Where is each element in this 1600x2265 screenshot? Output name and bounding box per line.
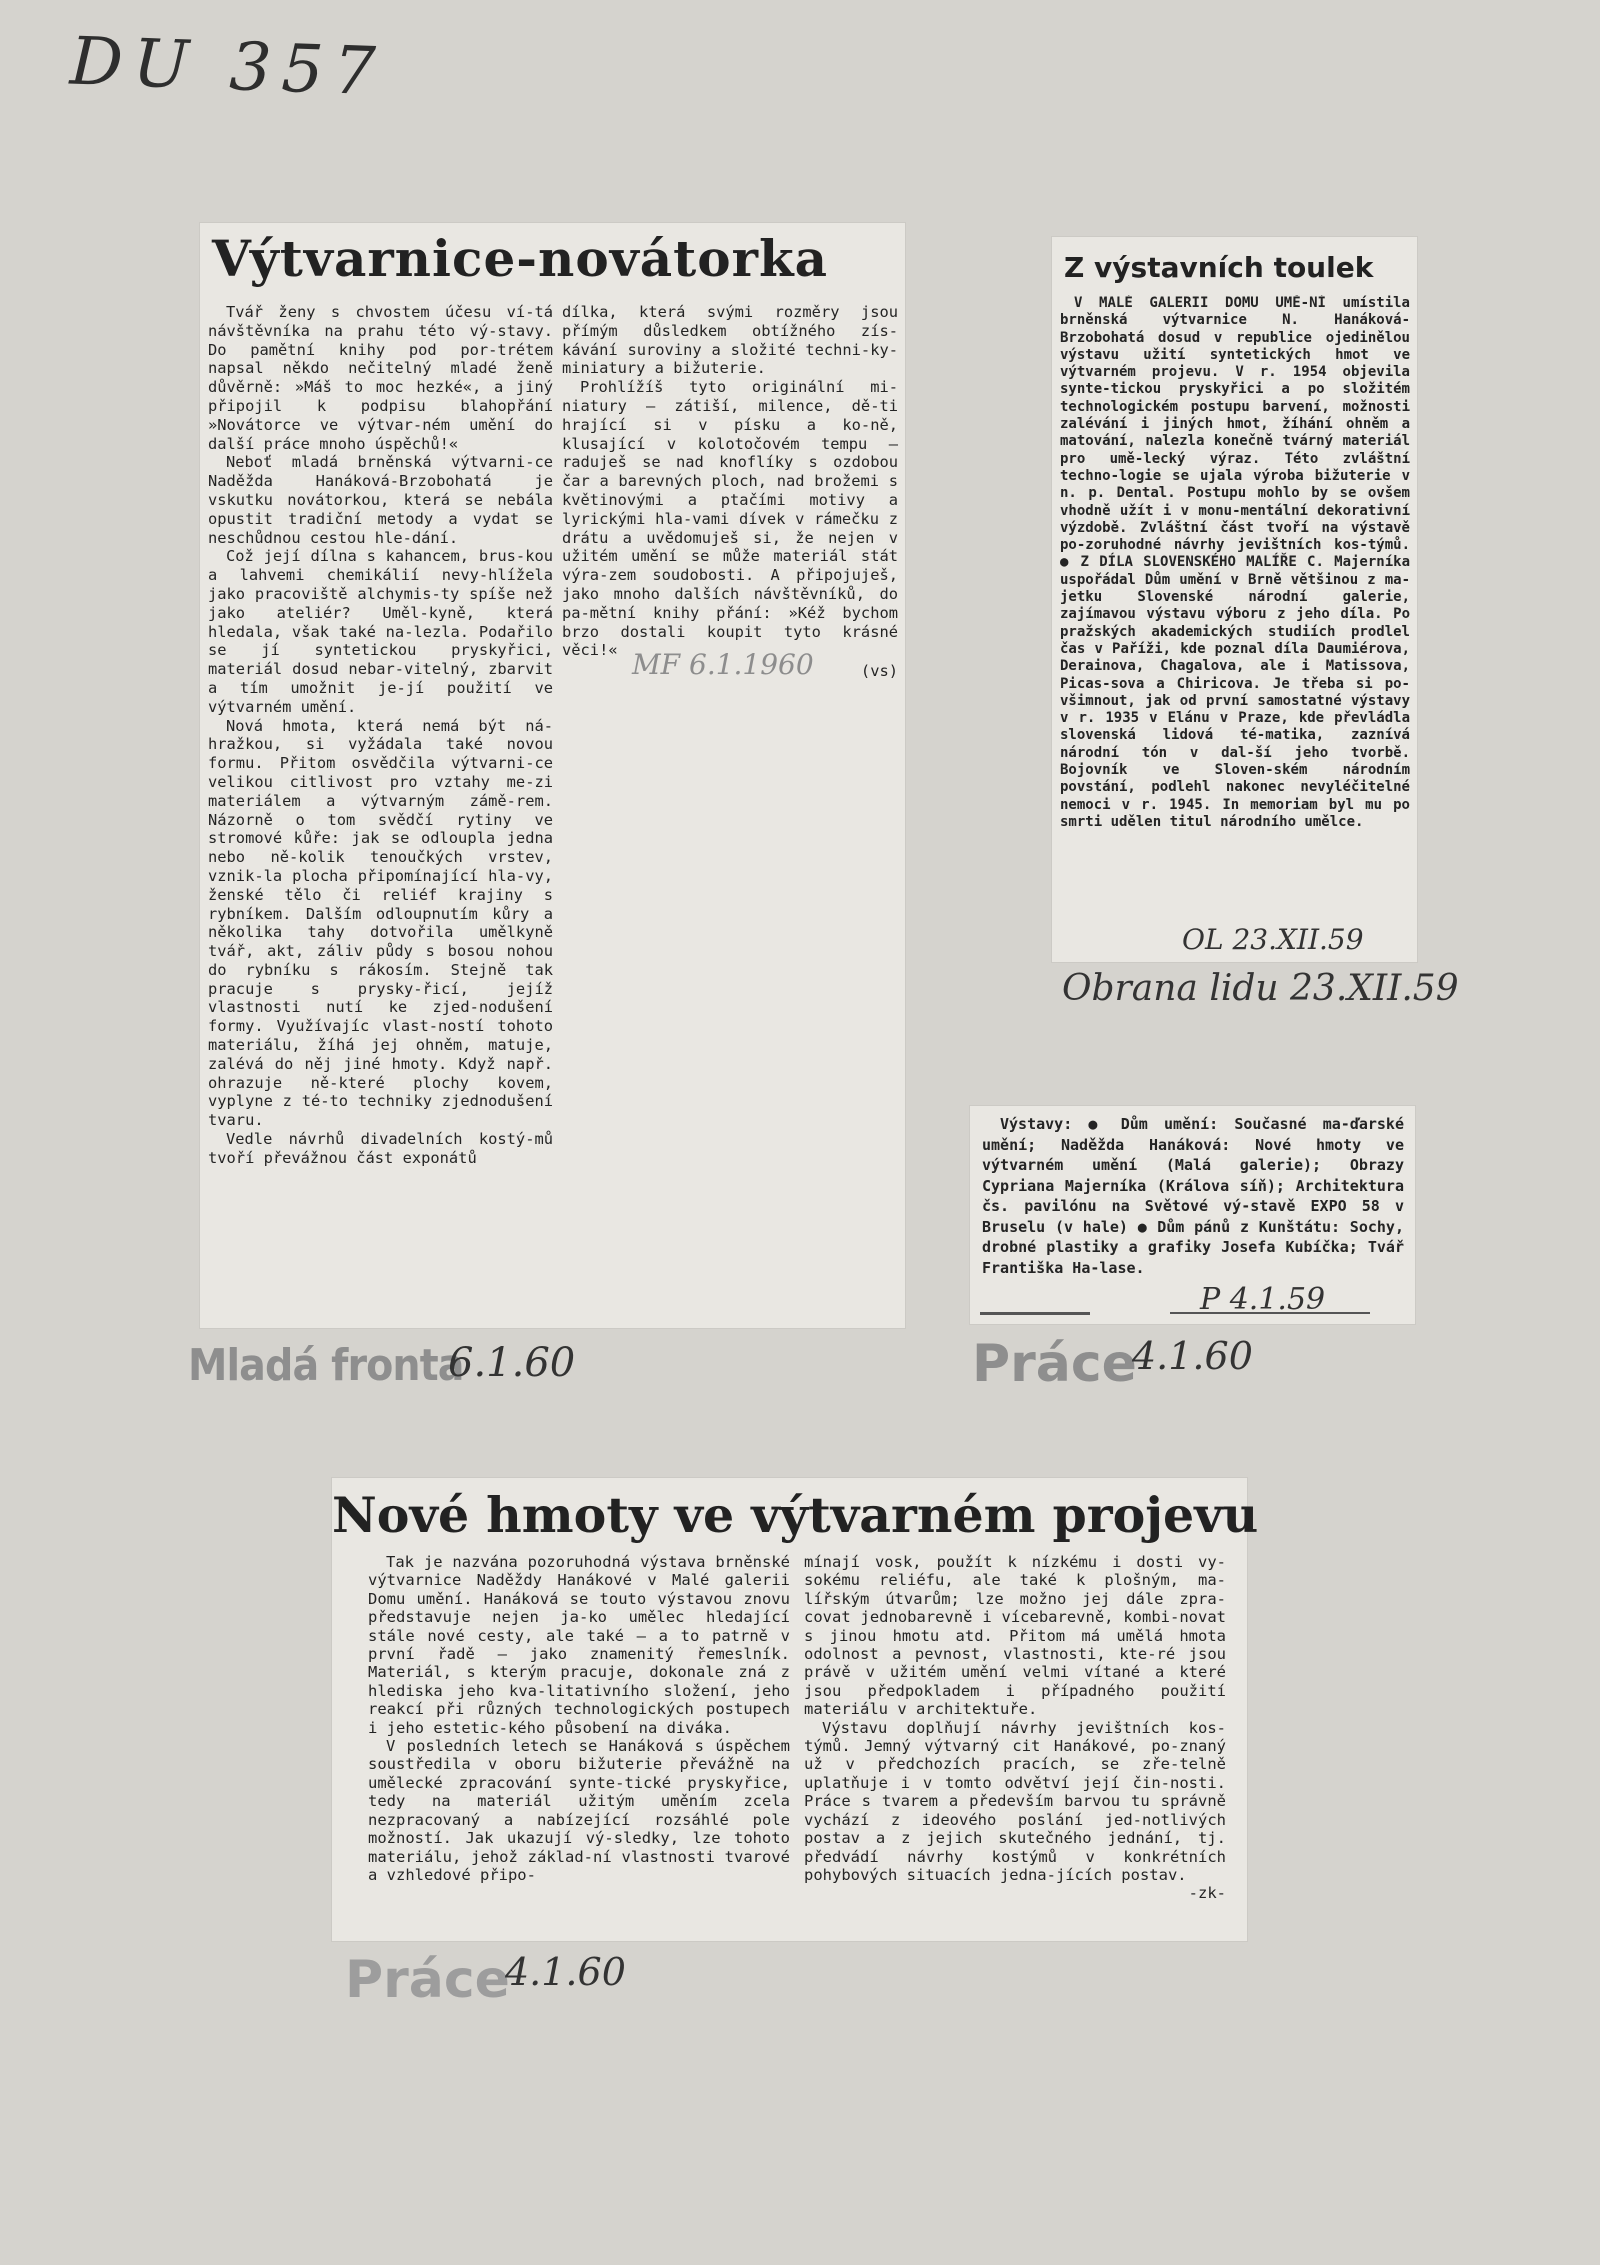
paragraph: Prohlížíš tyto originální mi-niatury — zátiší, milence, dě-ti hrající si v písku a ko-ně, klusající v kolotočovém tempu — raduješ se nad knoflíky s ozdobou čar a barevných ploch, nad brožemi s květinovými a ptačími motivy a lyrickými hla-vami dívek v rámečku z drátu a uvědomuješ si, že nejen v užitém umění se může materiál stát výra-zem soudobosti. A připojuješ, jako mnoho dalších návštěvníků, do pa-mětní knihy přání: »Kéž bychom brzo dostali koupit tyto krásné věci!«	[562, 378, 898, 660]
paragraph: dílka, která svými rozměry jsou přímým důsledkem obtížného zís-kávání suroviny a složité techni-ky-miniatury a bižuterie.	[562, 303, 898, 378]
paragraph: mínají vosk, použít k nízkému i dosti vy-sokému reliéfu, ale také k plošným, ma-lířským útvarům; lze možno jej dále zpra-covat jednobarevně i vícebarevně, kombi-novat s jinou hmotu atd. Přitom má umělá hmota odolnost a pevnost, vlastnosti, kte-ré jsou právě v užitém umění velmi vítané a které jsou předpokladem i případného použití materiálu v architektuře.	[804, 1553, 1226, 1719]
author-signature: -zk-	[1188, 1884, 1226, 1903]
handwritten-date: 4.1.60	[505, 1950, 626, 1994]
paragraph: V posledních letech se Hanáková s úspěchem soustředila v oboru bižuterie převážně na umělecké zpracování synte-tické pryskyřice, tedy na materiál užitým uměním zcela nezpracovaný a nabízející rozsáhlé pole možností. Jak ukazují vý-sledky, lze tohoto materiálu, jehož základ-ní vlastnosti tvarové a vzhledové připo-	[368, 1737, 790, 1884]
clipping-vytvarnice-novatorka	[200, 223, 905, 1328]
article-title: Z výstavních toulek	[1064, 251, 1374, 284]
paragraph: Nová hmota, která nemá být ná-hražkou, si vyžádala také novou formu. Přitom osvědčila výtvarni-ce velikou citlivost pro vztahy me-zi materiálem a výtvarným zámě-rem. Názorně o tom svědčí rytiny ve stromové kůře: jak se odloupla jedna nebo ně-kolik tenoučkých vrstev, vznik-la plocha připomínající hla-vy, ženské tělo či reliéf krajiny s rybníkem. Dalším odloupnutím kůry a několika tahy dotvořila umělkyně tvář, akt, záliv půdy s bosou nohou do rybníku s rákosím. Stejně tak pracuje s prysky-řicí, jejíž vlastnosti nutí ke zjed-nodušení formy. Využívajíc vlast-ností tohoto materiálu, žíhá jej ohněm, matuje, zalévá do něj jiné hmoty. Když např. ohrazuje ně-které plochy kovem, vyplyne z té-to techniky zjednodušení tvaru.	[208, 716, 553, 1130]
handwritten-source: Obrana lidu 23.XII.59	[1062, 968, 1459, 1009]
article-body: Výstavy: ● Dům umění: Současné ma-ďarské umění; Naděžda Hanáková: Nové hmoty ve výtvarném umění (Malá galerie); Obrazy Cypriana Majerníka (Králova síň); Architektura čs. pavilónu na Světové vý-stavě EXPO 58 v Bruselu (v hale) ● Dům pánů z Kunštátu: Sochy, drobné plastiky a grafiky Josefa Kubíčka; Tvář Františka Ha-lase.	[982, 1115, 1404, 1277]
source-masthead: Práce	[972, 1334, 1137, 1394]
divider-line	[980, 1312, 1090, 1315]
article-title: Nové hmoty ve výtvarném projevu	[332, 1486, 1259, 1544]
paragraph: Což její dílna s kahancem, brus-kou a lahvemi chemikálií nevy-hlížela jako pracoviště alchymis-ty spíše než jako ateliér? Uměl-kyně, která hledala, však také na-lezla. Podařilo se jí syntetickou pryskyřici, materiál dosud nebar-vitelný, zbarvit a tím umožnit je-jí použití ve výtvarném umění.	[208, 547, 553, 716]
article-right-column	[562, 303, 898, 686]
handwritten-note: MF 6.1.1960	[632, 648, 814, 682]
handwritten-date: P 4.1.59	[1200, 1282, 1326, 1317]
handwritten-date: 4.1.60	[1132, 1334, 1253, 1378]
handwritten-date: OL 23.XII.59	[1182, 923, 1364, 956]
clipping-nove-hmoty	[332, 1478, 1259, 1941]
paragraph: Vedle návrhů divadelních kostý-mů tvoří převážnou část exponátů	[208, 1130, 553, 1167]
article-title: Výtvarnice-novátorka	[211, 229, 829, 288]
clipping-z-vystavnich-toulek	[1052, 237, 1417, 962]
article-body: V MALÉ GALERII DOMU UMĚ-NÍ umístila brněnská výtvarnice N. Hanáková-Brzobohatá dosud v republice ojedinělou výstavu užití syntetických hmot ve výtvarném projevu. V r. 1954 objevila synte-tickou pryskyřici a po složitém technologickém postupu barvení, možnosti zalévání i jiných hmot, žíhání ohněm a matování, nalezla konečně tvárný materiál pro umě-lecký výraz. Této zvláštní techno-logie se ujala výroba bižuterie v n. p. Dental. Postupu mohlo by se ovšem vhodně užít i v monu-mentální dekorativní výzdobě. Zvláštní část tvoří na výstavě po-zoruhodné návrhy jevištních kos-týmů. ● Z DÍLA SLOVENSKÉHO MALÍŘE C. Majerníka uspořádal Dům umění v Brně většinou z ma-jetku Slovenské národní galerie, zajímavou výstavu výboru z jeho díla. Po pražských akademických studiích prodlel čas v Paříži, kde poznal díla Daumiérova, Derainova, Chagalova, ale i Matissova, Picas-sova a Chiricova. Je třeba si po-všimnout, jak od první samostatné výstavy v r. 1935 v Elánu v Praze, kde převládla slovenská lidová té-matika, zaznívá národní tón v dal-ší jeho tvorbě. Bojovník ve Sloven-ském národním povstání, podlehl nakonec nevyléčitelné nemoci v r. 1945. In memoriam byl mu po smrti udělen titul národního umělce.	[1060, 295, 1410, 830]
article-left-column	[208, 303, 553, 1168]
paragraph: Tak je nazvána pozoruhodná výstava brněnské výtvarnice Naděždy Hanákové v Malé galerii Domu umění. Hanáková se touto výstavou znovu představuje nejen ja-ko umělec hledající stále nové cesty, ale také — a to patrně v první řadě — jako znamenitý řemeslník. Materiál, s kterým pracuje, dokonale zná z hlediska jeho kva-litativního složení, jeho reakcí při různých technologických postupech i jeho estetic-kého působení na diváka.	[368, 1553, 790, 1737]
article-left-column	[368, 1553, 790, 1884]
author-signature: (vs)	[860, 662, 898, 681]
source-masthead: Mladá fronta	[188, 1340, 464, 1391]
paragraph: Výstavu doplňují návrhy jevištních kos-týmů. Jemný výtvarný cit Hanákové, po-znaný už v předchozích pracích, se zře-telně uplatňuje i v tomto odvětví její čin-nosti. Práce s tvarem a především barvou tu správně vychází z ideového poslání jed-notlivých postav a z jejich skutečného jednání, tj. předvádí návrhy kostýmů v konkrétních pohybových situacích jedna-jících postav.	[804, 1718, 1226, 1884]
handwritten-archive-code: DU 357	[68, 22, 387, 111]
paragraph: Neboť mladá brněnská výtvarni-ce Naděžda Hanáková-Brzobohatá je vskutku novátorkou, která se nebála opustit tradiční metody a vydat se neschůdnou cestou hle-dání.	[208, 453, 553, 547]
clipping-vystavy	[970, 1106, 1415, 1324]
paragraph: Tvář ženy s chvostem účesu ví-tá návštěvníka na prahu této vý-stavy. Do pamětní knihy pod por-trétem napsal někdo nečitelný mladé ženě důvěrně: »Máš to moc hezké«, a jiný připojil k podpisu blahopřání »Novátorce ve výtvar-ném umění do další práce mnoho úspěchů!«	[208, 303, 553, 453]
article-right-column	[804, 1553, 1226, 1903]
handwritten-date: 6.1.60	[448, 1340, 576, 1386]
source-masthead: Práce	[345, 1950, 510, 2010]
